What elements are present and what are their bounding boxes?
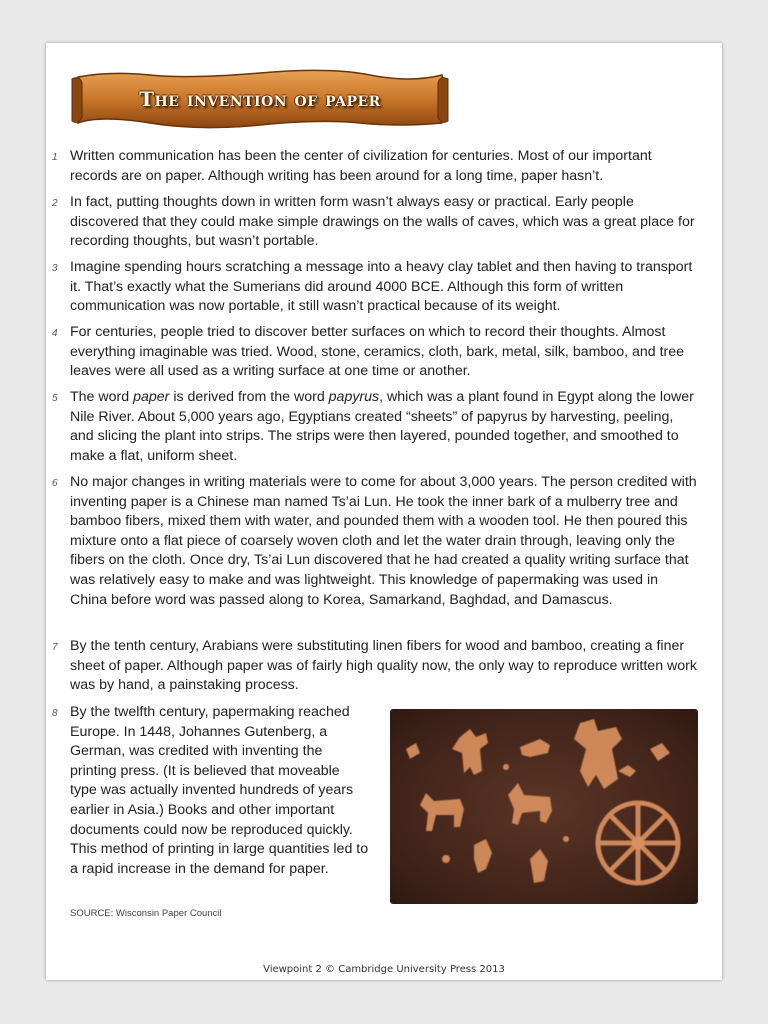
paragraph-number: 3 [52, 263, 58, 274]
paragraph-number: 8 [52, 708, 58, 719]
paragraph-number: 2 [52, 198, 58, 209]
document-page [46, 43, 722, 980]
paragraph-number: 5 [52, 393, 58, 404]
paragraph-5 [52, 388, 698, 466]
paragraph-emphasis: papyrus [328, 389, 380, 405]
paragraph-text: Written communication has been the center of civilization for centuries. Most of our important records are on paper. Although writing has been around for a long time, paper hasn’t. [70, 148, 652, 184]
petroglyph-photo [390, 709, 698, 904]
page-footer: Viewpoint 2 © Cambridge University Press 2013 [263, 964, 505, 975]
paragraph-number: 7 [52, 642, 58, 653]
paragraph-number: 6 [52, 478, 58, 489]
paragraph-1 [52, 147, 698, 186]
paragraph-2 [52, 193, 698, 252]
paragraph-text: For centuries, people tried to discover better surfaces on which to record their thoughts. Almost everything imaginable was tried. Wood, stone, ceramics, cloth, bark, metal, silk, bamboo, and tree leaves were all used as a writing surface at one time or another. [70, 324, 685, 380]
petroglyph-image [390, 709, 698, 904]
paragraph-text-a: The word [70, 389, 134, 405]
paragraph-text: No major changes in writing materials were to come for about 3,000 years. The person credited with inventing paper is a Chinese man named Ts’ai Lun. He took the inner bark of a mulberry tree and bamboo fibers, mixed them with water, and pounded them with a wooden tool. He then poured this mixture onto a flat piece of coarsely woven cloth and let the water drain through, leaving only the fibers on the cloth. Once dry, Ts’ai Lun discovered that he had created a quality writing surface that was relatively easy to make and was lightweight. This knowledge of papermaking was used in China before word was passed along to Korea, Samarkand, Baghdad, and Damascus. [70, 474, 697, 608]
paragraph-4 [52, 323, 698, 382]
paragraph-text: In fact, putting thoughts down in written form wasn’t always easy or practical. Early people discovered that they could make simple drawings on the walls of caves, which was a great place for recording thoughts, but wasn’t portable. [70, 194, 695, 250]
paragraph-3 [52, 258, 698, 317]
paragraph-7 [52, 637, 698, 696]
paragraph-text: By the twelfth century, papermaking reached Europe. In 1448, Johannes Gutenberg, a German, was credited with inventing the printing press. (It is believed that moveable type was actually invented hundreds of years earlier in Asia.) Books and other important documents could now be reproduced quickly. This method of printing in large quantities led to a rapid increase in the demand for paper. [70, 704, 369, 877]
paragraph-emphasis: paper [133, 389, 170, 405]
paragraph-text-c: , which was a plant found in Egypt along the lower Nile River. About 5,000 years ago, Egyptians created “sheets” of papyrus by harvesting, peeling, and slicing the plant into strips. The strips were then layered, pounded together, and smoothed to make a flat, uniform sheet. [70, 389, 694, 464]
source-citation: SOURCE: Wisconsin Paper Council [70, 908, 222, 919]
paragraph-6 [52, 473, 698, 610]
paragraph-text-b: is derived from the word [169, 389, 329, 405]
paragraph-number: 1 [52, 152, 58, 163]
title-banner [70, 67, 450, 131]
paragraph-text: By the tenth century, Arabians were substituting linen fibers for wood and bamboo, creating a finer sheet of paper. Although paper was of fairly high quality now, the only way to reproduce written work was by hand, a painstaking process. [70, 638, 697, 694]
paragraph-number: 4 [52, 328, 58, 339]
paragraph-text: Imagine spending hours scratching a message into a heavy clay tablet and then having to transport it. That’s exactly what the Sumerians did around 4000 BCE. Although this form of written communication was now portable, it still wasn’t practical because of its weight. [70, 259, 693, 315]
paragraph-8 [52, 703, 370, 879]
page-title: The invention of paper [139, 87, 381, 111]
